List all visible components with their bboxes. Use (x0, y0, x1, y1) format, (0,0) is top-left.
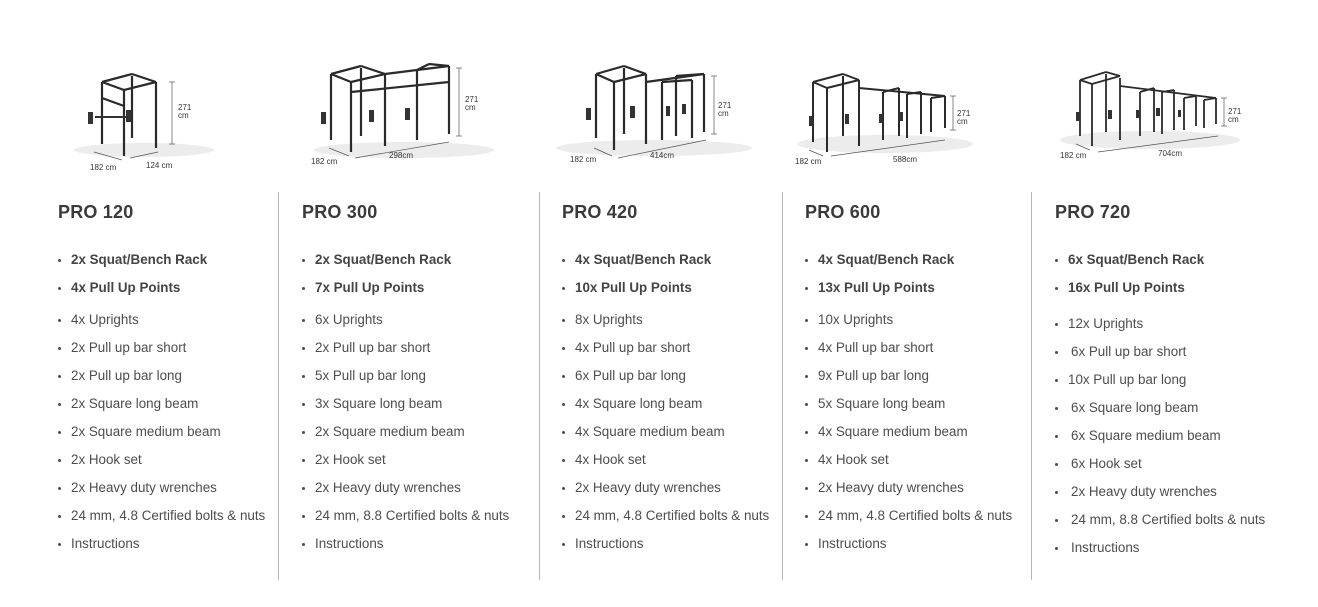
rig-image-pro-600 (795, 52, 995, 177)
spec-item: 2x Pull up bar long (58, 362, 265, 390)
spec-item: 6x Square long beam (1055, 394, 1265, 422)
spec-item: 10x Uprights (805, 306, 1012, 334)
spec-item: Instructions (1055, 534, 1265, 562)
rig-image-pro-300 (309, 52, 509, 177)
product-title: PRO 420 (562, 202, 638, 222)
product-title: PRO 300 (302, 202, 378, 222)
spec-list (562, 246, 769, 558)
spec-highlight: 4x Squat/Bench Rack (805, 246, 1012, 274)
spec-highlight: 4x Squat/Bench Rack (562, 246, 769, 274)
spec-highlight: 2x Squat/Bench Rack (302, 246, 509, 274)
height-unit: cm (465, 103, 476, 112)
spec-item: 2x Heavy duty wrenches (1055, 478, 1265, 506)
spec-item: 24 mm, 4.8 Certified bolts & nuts (562, 502, 769, 530)
width-label: 298cm (389, 151, 414, 160)
spec-item: 24 mm, 8.8 Certified bolts & nuts (1055, 506, 1265, 534)
spec-item: 24 mm, 4.8 Certified bolts & nuts (58, 502, 265, 530)
spec-highlight: 10x Pull Up Points (562, 274, 769, 302)
width-label: 414cm (650, 151, 675, 160)
width-label: 588cm (893, 155, 918, 164)
spec-item: 2x Heavy duty wrenches (805, 474, 1012, 502)
spec-item: Instructions (58, 530, 265, 558)
spec-item: 2x Hook set (58, 446, 265, 474)
height-label: 271 (465, 95, 479, 104)
rig-image-pro-420 (554, 52, 770, 177)
spec-item: 4x Hook set (805, 446, 1012, 474)
spec-highlight: 6x Squat/Bench Rack (1055, 246, 1265, 274)
spec-item: 8x Uprights (562, 306, 769, 334)
product-column-pro-600 (783, 0, 1031, 607)
height-label: 271 (178, 103, 192, 112)
spec-item: 6x Pull up bar short (1055, 338, 1265, 366)
depth-label: 182 cm (570, 155, 597, 164)
spec-item: 2x Heavy duty wrenches (302, 474, 509, 502)
height-unit: cm (1228, 115, 1239, 124)
spec-list (58, 246, 265, 558)
height-unit: cm (718, 109, 729, 118)
spec-list (302, 246, 509, 558)
rig-image-pro-720 (1058, 52, 1268, 177)
spec-item: 4x Hook set (562, 446, 769, 474)
product-title: PRO 120 (58, 202, 134, 222)
width-label: 704cm (1158, 149, 1183, 158)
height-label: 271 (718, 101, 732, 110)
spec-item: 5x Square long beam (805, 390, 1012, 418)
product-column-pro-720 (1032, 0, 1318, 607)
spec-item: 6x Square medium beam (1055, 422, 1265, 450)
spec-item: 6x Uprights (302, 306, 509, 334)
depth-label: 182 cm (1060, 151, 1087, 160)
spec-highlight: 4x Pull Up Points (58, 274, 265, 302)
spec-item: Instructions (805, 530, 1012, 558)
spec-item: 6x Pull up bar long (562, 362, 769, 390)
height-label: 271 (957, 109, 971, 118)
spec-list (805, 246, 1012, 558)
spec-item: 5x Pull up bar long (302, 362, 509, 390)
spec-highlight: 16x Pull Up Points (1055, 274, 1265, 302)
spec-item: 2x Heavy duty wrenches (58, 474, 265, 502)
spec-item: 4x Pull up bar short (805, 334, 1012, 362)
spec-highlight: 2x Squat/Bench Rack (58, 246, 265, 274)
product-column-pro-420 (540, 0, 782, 607)
spec-item: 10x Pull up bar long (1055, 366, 1265, 394)
rig-image-pro-120 (72, 52, 232, 177)
product-column-pro-300 (279, 0, 539, 607)
spec-item: 12x Uprights (1055, 310, 1265, 338)
spec-item: 4x Square medium beam (562, 418, 769, 446)
spec-item: Instructions (562, 530, 769, 558)
product-title: PRO 720 (1055, 202, 1131, 222)
spec-item: 9x Pull up bar long (805, 362, 1012, 390)
spec-item: 4x Pull up bar short (562, 334, 769, 362)
spec-item: 24 mm, 8.8 Certified bolts & nuts (302, 502, 509, 530)
depth-label: 182 cm (795, 157, 822, 166)
spec-item: 3x Square long beam (302, 390, 509, 418)
width-label: 124 cm (146, 161, 173, 170)
product-title: PRO 600 (805, 202, 881, 222)
spec-item: 6x Hook set (1055, 450, 1265, 478)
height-unit: cm (178, 111, 189, 120)
spec-item: 24 mm, 4.8 Certified bolts & nuts (805, 502, 1012, 530)
spec-item: 2x Pull up bar short (58, 334, 265, 362)
spec-highlight: 13x Pull Up Points (805, 274, 1012, 302)
spec-item: 2x Pull up bar short (302, 334, 509, 362)
spec-item: 2x Square medium beam (302, 418, 509, 446)
height-unit: cm (957, 117, 968, 126)
spec-item: 2x Hook set (302, 446, 509, 474)
spec-item: 4x Uprights (58, 306, 265, 334)
spec-highlight: 7x Pull Up Points (302, 274, 509, 302)
spec-item: 2x Heavy duty wrenches (562, 474, 769, 502)
spec-item: 2x Square long beam (58, 390, 265, 418)
product-column-pro-120 (0, 0, 278, 607)
height-label: 271 (1228, 107, 1242, 116)
spec-item: 4x Square medium beam (805, 418, 1012, 446)
spec-item: Instructions (302, 530, 509, 558)
spec-item: 4x Square long beam (562, 390, 769, 418)
spec-list (1055, 246, 1265, 562)
spec-item: 2x Square medium beam (58, 418, 265, 446)
depth-label: 182 cm (90, 163, 117, 172)
depth-label: 182 cm (311, 157, 338, 166)
